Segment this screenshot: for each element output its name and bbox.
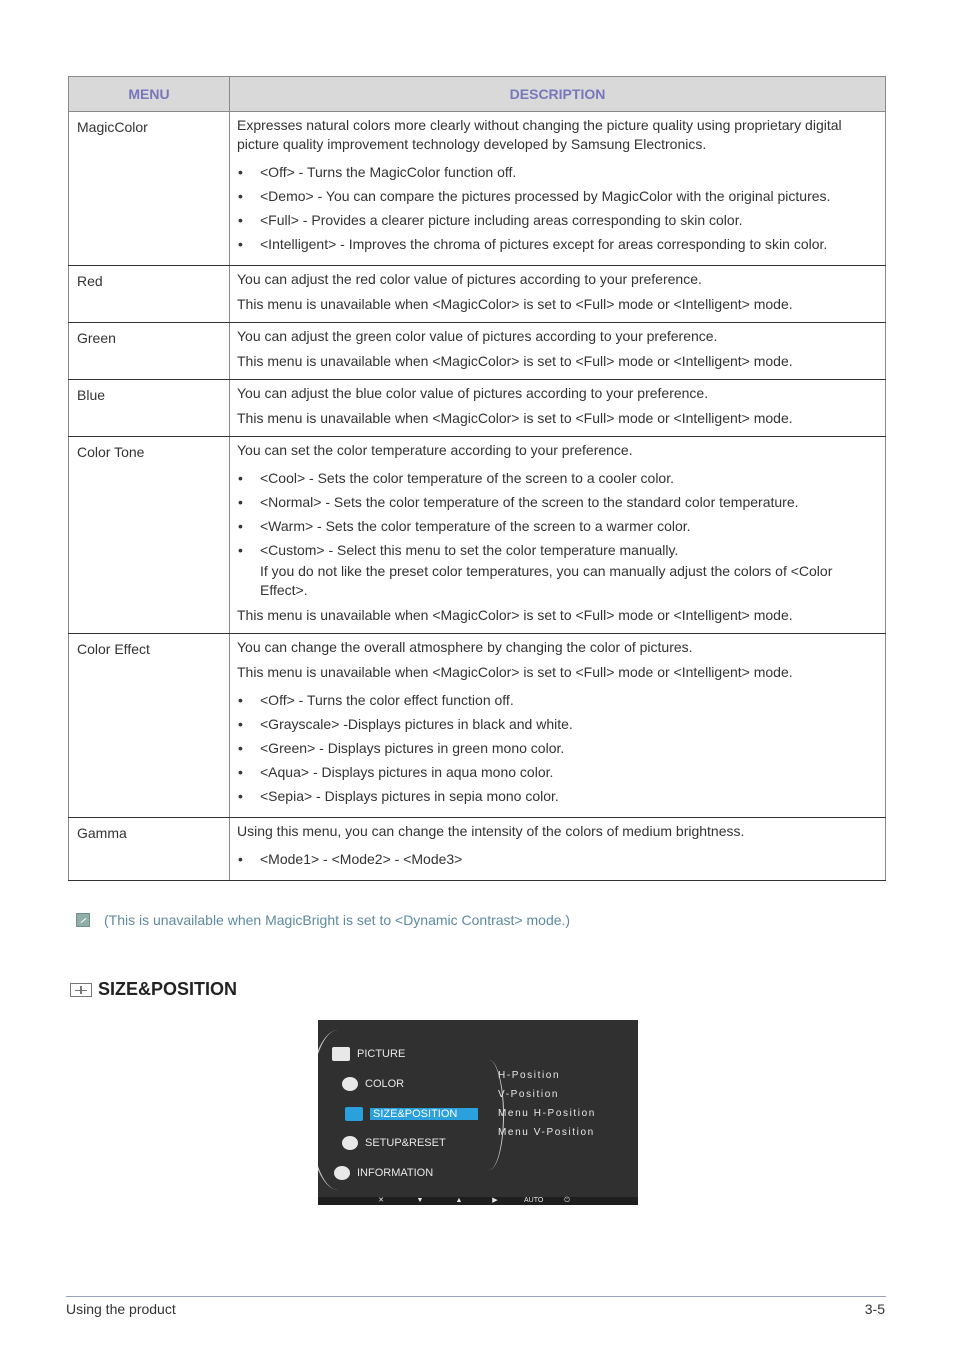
osd-menu-size-position xyxy=(345,1107,478,1121)
description-text: You can adjust the green color value of pictures according to your preference. xyxy=(237,328,718,344)
info-icon xyxy=(334,1166,350,1180)
description-cell xyxy=(230,112,886,266)
custom-note: If you do not like the preset color temperatures, you can manually adjust the colors of <Color Effect>. xyxy=(260,563,833,598)
close-icon: ✕ xyxy=(378,1197,384,1204)
osd-button-bar xyxy=(318,1197,638,1205)
osd-submenu-item: H-Position xyxy=(498,1070,561,1081)
list-item: • <Sepia> - Displays pictures in sepia mono color. xyxy=(237,787,877,806)
list-item: • <Aqua> - Displays pictures in aqua mono color. xyxy=(237,763,877,782)
menu-cell: Gamma xyxy=(69,818,230,881)
header-description: DESCRIPTION xyxy=(230,77,886,112)
description-text: You can adjust the red color value of pictures according to your preference. xyxy=(237,271,702,287)
description-cell xyxy=(230,437,886,634)
note-icon xyxy=(76,913,90,927)
osd-submenu-item: V-Position xyxy=(498,1089,560,1100)
description-text: Using this menu, you can change the intensity of the colors of medium brightness. xyxy=(237,823,745,839)
osd-menu-label: INFORMATION xyxy=(357,1167,434,1179)
list-item xyxy=(237,541,877,600)
picture-icon xyxy=(332,1047,350,1061)
menu-description-table xyxy=(68,76,886,881)
description-text: This menu is unavailable when <MagicColor> is set to <Full> mode or <Intelligent> mode. xyxy=(237,353,793,369)
table-row xyxy=(69,323,886,380)
list-item: • <Off> - Turns the color effect function off. xyxy=(237,691,877,710)
enter-icon: ▶ xyxy=(492,1197,498,1204)
list-item: • <Cool> - Sets the color temperature of the screen to a cooler color. xyxy=(237,469,877,488)
description-text: This menu is unavailable when <MagicColor> is set to <Full> mode or <Intelligent> mode. xyxy=(237,607,793,623)
header-menu: MENU xyxy=(69,77,230,112)
menu-cell: MagicColor xyxy=(69,112,230,266)
osd-menu-label: PICTURE xyxy=(357,1048,406,1060)
bullet-list xyxy=(237,691,877,806)
description-cell xyxy=(230,266,886,323)
list-item: • <Full> - Provides a clearer picture including areas corresponding to skin color. xyxy=(237,211,877,230)
description-text: You can set the color temperature according to your preference. xyxy=(237,442,633,458)
menu-cell: Blue xyxy=(69,380,230,437)
size-position-icon xyxy=(345,1107,363,1121)
osd-menu-setup-reset xyxy=(342,1136,446,1150)
color-icon xyxy=(342,1077,358,1091)
table-row xyxy=(69,818,886,881)
list-item: • <Demo> - You can compare the pictures processed by MagicColor with the original pictures. xyxy=(237,187,877,206)
gear-icon xyxy=(342,1136,358,1150)
note-text: (This is unavailable when MagicBright is set to <Dynamic Contrast> mode.) xyxy=(104,912,571,928)
osd-menu-picture xyxy=(332,1047,405,1061)
up-icon: ▲ xyxy=(455,1197,463,1204)
description-text: This menu is unavailable when <MagicColor> is set to <Full> mode or <Intelligent> mode. xyxy=(237,410,793,426)
section-heading xyxy=(70,979,237,1000)
list-item: • <Grayscale> -Displays pictures in black and white. xyxy=(237,715,877,734)
list-item: • <Mode1> - <Mode2> - <Mode3> xyxy=(237,850,877,869)
list-item: • <Warm> - Sets the color temperature of the screen to a warmer color. xyxy=(237,517,877,536)
description-text: This menu is unavailable when <MagicColor> is set to <Full> mode or <Intelligent> mode. xyxy=(237,296,793,312)
description-cell xyxy=(230,818,886,881)
osd-submenu-item: Menu H-Position xyxy=(498,1108,596,1119)
footer-divider xyxy=(66,1296,886,1297)
table-row xyxy=(69,266,886,323)
description-cell xyxy=(230,634,886,818)
list-item: • <Intelligent> - Improves the chroma of pictures except for areas corresponding to skin color. xyxy=(237,235,877,254)
section-title: SIZE&POSITION xyxy=(98,979,238,999)
list-item: • <Green> - Displays pictures in green mono color. xyxy=(237,739,877,758)
description-text: This menu is unavailable when <MagicColor> is set to <Full> mode or <Intelligent> mode. xyxy=(237,664,793,680)
menu-cell: Green xyxy=(69,323,230,380)
description-cell xyxy=(230,380,886,437)
bullet-list xyxy=(237,850,877,869)
osd-menu-label: COLOR xyxy=(365,1078,405,1090)
menu-cell: Color Effect xyxy=(69,634,230,818)
footer-section-name: Using the product xyxy=(66,1301,176,1317)
list-item: • <Off> - Turns the MagicColor function off. xyxy=(237,163,877,182)
down-icon: ▼ xyxy=(416,1197,424,1204)
osd-menu-information xyxy=(334,1166,433,1180)
description-text: You can change the overall atmosphere by changing the color of pictures. xyxy=(237,639,693,655)
menu-cell: Red xyxy=(69,266,230,323)
osd-menu-label: SETUP&RESET xyxy=(365,1137,446,1149)
auto-label: AUTO xyxy=(524,1197,544,1204)
description-cell xyxy=(230,323,886,380)
table-row xyxy=(69,380,886,437)
table-row xyxy=(69,634,886,818)
osd-screenshot xyxy=(318,1020,638,1205)
bullet-list xyxy=(237,163,877,254)
note xyxy=(76,911,570,929)
power-icon: ⏻ xyxy=(564,1197,570,1204)
table-row xyxy=(69,112,886,266)
table-row xyxy=(69,437,886,634)
page-number: 3-5 xyxy=(864,1301,885,1317)
bullet-list xyxy=(237,469,877,600)
osd-submenu-item: Menu V-Position xyxy=(498,1127,595,1138)
description-text: You can adjust the blue color value of pictures according to your preference. xyxy=(237,385,709,401)
osd-menu-color xyxy=(342,1077,404,1091)
menu-cell: Color Tone xyxy=(69,437,230,634)
size-position-icon xyxy=(70,983,92,997)
list-item-text: <Custom> - Select this menu to set the color temperature manually. xyxy=(260,542,679,558)
osd-menu-label: SIZE&POSITION xyxy=(370,1108,478,1120)
list-item: • <Normal> - Sets the color temperature of the screen to the standard color temperature. xyxy=(237,493,877,512)
description-text: Expresses natural colors more clearly without changing the picture quality using proprietary digital picture quality improvement technology developed by Samsung Electronics. xyxy=(237,117,842,152)
